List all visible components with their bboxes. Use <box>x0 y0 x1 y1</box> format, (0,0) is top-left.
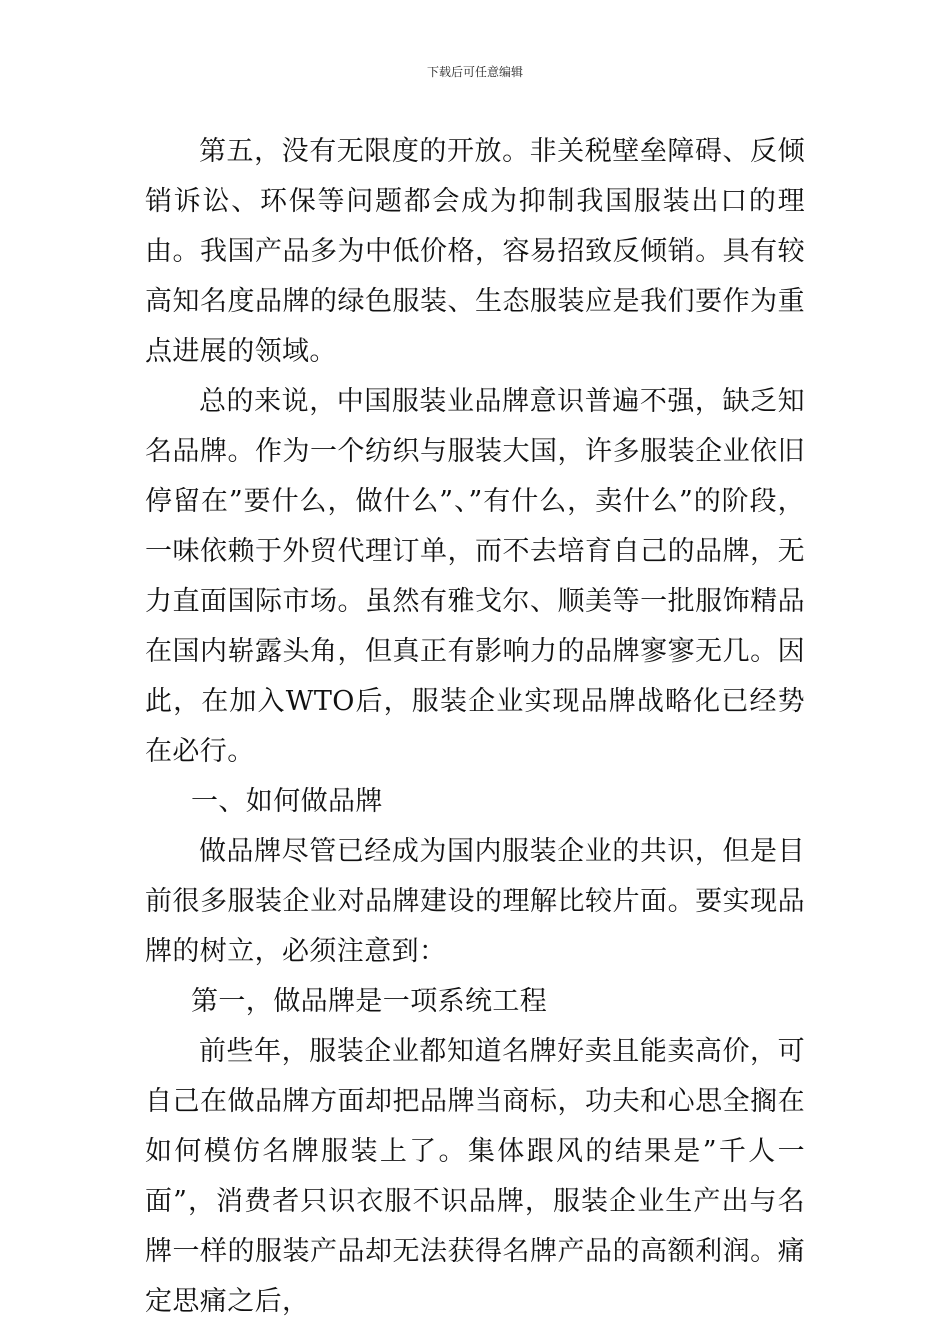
page-header: 下载后可任意编辑 <box>426 65 523 79</box>
paragraph: 第五，没有无限度的开放。非关税壁垒障碍、反倾销诉讼、环保等问题都会成为抑制我国服装出口的理由。我国产品多为中低价格，容易招致反倾销。具有较高知名度品牌的绿色服装、生态服装应是我们要作为重点进展的领域。 <box>145 136 805 367</box>
paragraph: 前些年，服装企业都知道名牌好卖且能卖高价，可自己在做品牌方面却把品牌当商标，功夫和心思全搁在如何模仿名牌服装上了。集体跟风的结果是”千人一面”，消费者只识衣服不识品牌，服装企业生产出与名牌一样的服装产品却无法获得名牌产品的高额利润。痛定思痛之后， <box>145 1036 805 1317</box>
document-body <box>145 127 805 1327</box>
paragraph: 总的来说，中国服装业品牌意识普遍不强，缺乏知名品牌。作为一个纺织与服装大国，许多服装企业依旧停留在”要什么，做什么”、”有什么，卖什么”的阶段，一味依赖于外贸代理订单，而不去培育自己的品牌，无力直面国际市场。虽然有雅戈尔、顺美等一批服饰精品在国内崭露头角，但真正有影响力的品牌寥寥无几。因此，在加入WTO后，服装企业实现品牌战略化已经势在必行。 <box>145 386 805 767</box>
paragraph: 做品牌尽管已经成为国内服装企业的共识，但是目前很多服装企业对品牌建设的理解比较片面。要实现品牌的树立，必须注意到： <box>145 836 805 967</box>
section-heading: 一、如何做品牌 <box>191 786 383 817</box>
subsection-heading: 第一，做品牌是一项系统工程 <box>191 986 548 1017</box>
